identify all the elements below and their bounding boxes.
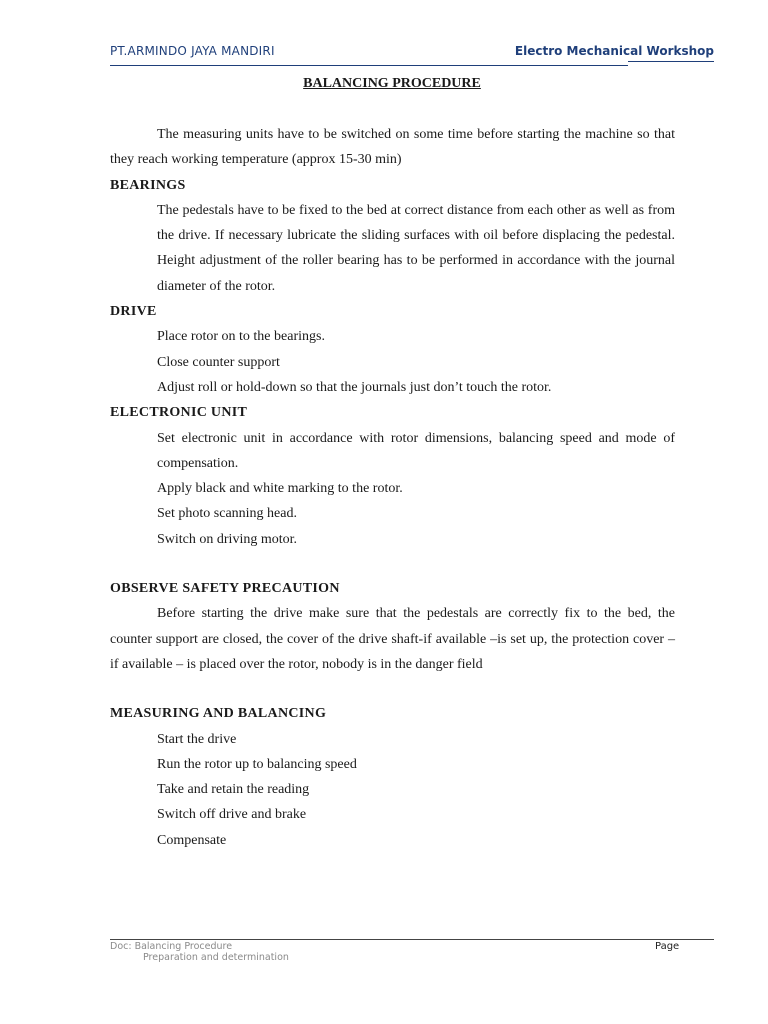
electronic-paragraph: Set electronic unit in accordance with rotor dimensions, balancing speed and mode of compensation.	[157, 430, 675, 471]
measuring-item: Start the drive	[157, 731, 237, 747]
footer-rule	[110, 939, 714, 940]
drive-item: Adjust roll or hold-down so that the journals just don’t touch the rotor.	[157, 379, 552, 395]
footer-doc-subtitle: Preparation and determination	[143, 952, 289, 963]
measuring-item: Switch off drive and brake	[157, 807, 307, 823]
footer-doc-name: Doc: Balancing Procedure	[110, 941, 233, 952]
document-body	[110, 122, 675, 853]
electronic-heading: ELECTRONIC UNIT	[110, 405, 248, 421]
company-name: PT.ARMINDO JAYA MANDIRI	[110, 44, 275, 58]
section-spacer	[110, 677, 675, 701]
workshop-name: Electro Mechanical Workshop	[514, 44, 714, 58]
safety-heading: OBSERVE SAFETY PRECAUTION	[110, 581, 340, 597]
drive-item: Place rotor on to the bearings.	[157, 329, 325, 345]
header-rule	[110, 65, 628, 66]
bearings-heading: BEARINGS	[110, 177, 186, 193]
safety-paragraph: Before starting the drive make sure that the pedestals are correctly fix to the bed, the counter support are closed, the cover of the drive shaft-if available –is set up, the protection cover – if available – is placed over the rotor, nobody is in the danger field	[110, 606, 675, 672]
header-rule-right	[628, 61, 714, 62]
bearings-paragraph: The pedestals have to be fixed to the bed at correct distance from each other as well as from the drive. If necessary lubricate the sliding surfaces with oil before displacing the pedestal. Height adjustment of the roller bearing has to be performed in accordance with the journal diameter of the rotor.	[157, 202, 675, 294]
electronic-block	[110, 426, 675, 477]
measuring-item: Run the rotor up to balancing speed	[157, 756, 357, 772]
measuring-item: Compensate	[157, 832, 227, 848]
electronic-item: Switch on driving motor.	[157, 531, 297, 547]
intro-paragraph: The measuring units have to be switched on some time before starting the machine so that they reach working temperature (approx 15-30 min)	[110, 127, 675, 168]
measuring-heading: MEASURING AND BALANCING	[110, 706, 327, 722]
section-spacer	[110, 552, 675, 576]
drive-heading: DRIVE	[110, 304, 157, 320]
document-title: BALANCING PROCEDURE	[303, 76, 481, 91]
measuring-item: Take and retain the reading	[157, 782, 310, 798]
drive-item: Close counter support	[157, 354, 280, 370]
bearings-block	[110, 198, 675, 299]
footer-page-label: Page	[655, 941, 680, 952]
electronic-item: Apply black and white marking to the rotor.	[157, 481, 403, 497]
electronic-item: Set photo scanning head.	[157, 506, 297, 522]
